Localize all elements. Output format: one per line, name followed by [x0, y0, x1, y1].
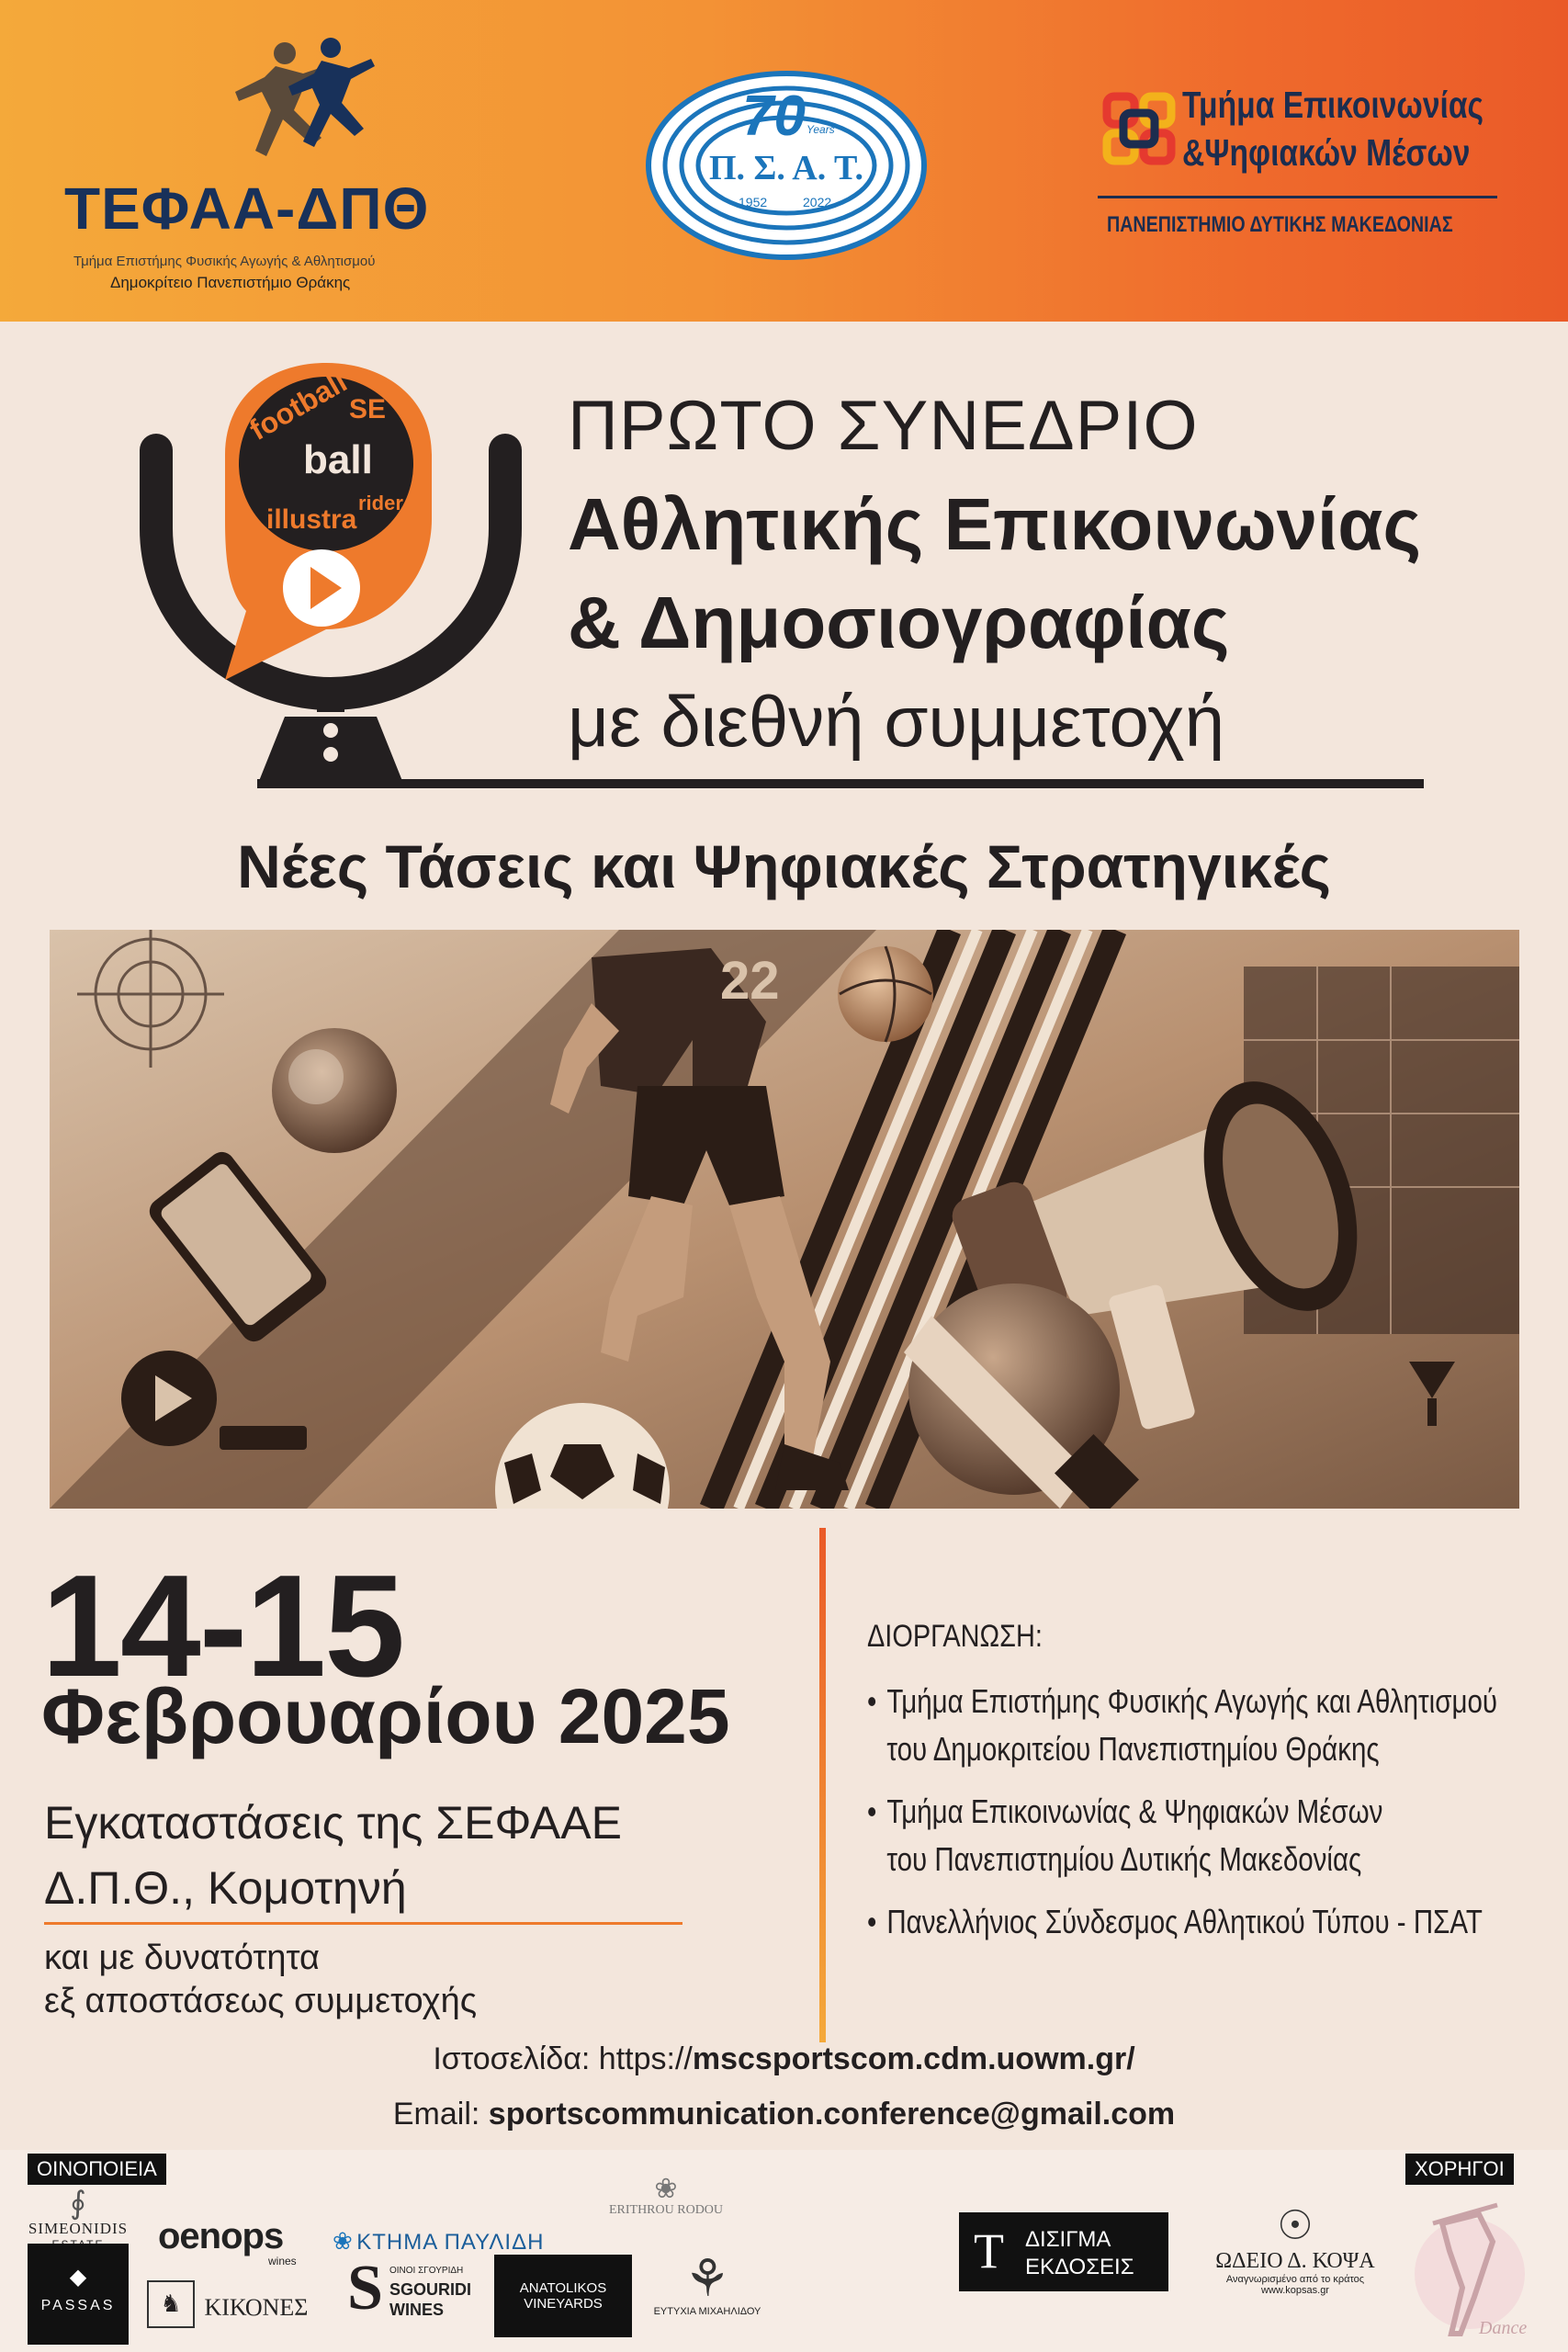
mic-word-3: rider	[358, 492, 403, 514]
kopsa-url: www.kopsas.gr	[1261, 2285, 1329, 2296]
event-month-year: Φεβρουαρίου 2025	[41, 1673, 730, 1759]
horse-icon: ♞	[147, 2280, 195, 2328]
sgouridi-icon: S	[347, 2253, 383, 2324]
bullet: •	[867, 1682, 877, 1720]
anatolikos-vineyards-logo	[494, 2255, 632, 2337]
disigma-name: ΔΙΣΙΓΜΑ	[1025, 2227, 1111, 2252]
sgouridi-sub: ΟΙΝΟΙ ΣΓΟΥΡΙΔΗ	[389, 2266, 464, 2276]
organizers-heading: ΔΙΟΡΓΑΝΩΣΗ:	[867, 1619, 1043, 1654]
erithrou-name: ERITHROU RODOU	[608, 2203, 724, 2217]
bullet: •	[867, 1792, 877, 1830]
psat-year-end: 2022	[803, 195, 832, 209]
passas-icon: ◆	[69, 2265, 87, 2290]
dance-school-logo	[1405, 2187, 1529, 2347]
mic-word-0: football	[243, 365, 353, 447]
kopsa-conservatory-logo	[1203, 2203, 1387, 2296]
dept-logo-rule	[1098, 196, 1497, 198]
title-line3: & Δημοσιογραφίας	[568, 582, 1230, 663]
disigma-publications-logo	[959, 2212, 1168, 2291]
organizer-line1: Πανελλήνιος Σύνδεσμος Αθλητικού Τύπου - ΠΣΑΤ	[886, 1903, 1483, 1940]
michailidou-name: ΕΥΤΥΧΙΑ ΜΙΧΑΗΛΙΔΟΥ	[653, 2306, 761, 2317]
psat-70-years-logo	[643, 69, 930, 262]
dept-name-line1: Τμήμα Επικοινωνίας	[1182, 84, 1484, 126]
dance-text: Dance	[1479, 2318, 1528, 2338]
mic-word-2: SE	[349, 394, 387, 424]
oenops-logo	[158, 2216, 297, 2267]
email-label: Email:	[392, 2097, 489, 2132]
kopsa-sub: Αναγνωρισμένο από το κράτος	[1225, 2274, 1365, 2285]
oenops-name: oenops	[158, 2216, 284, 2256]
vertical-divider	[819, 1528, 826, 2042]
website-line	[0, 2041, 1568, 2077]
psat-year-start: 1952	[739, 195, 768, 209]
kikones-name: ΚΙΚΟΝΕΣ	[204, 2293, 309, 2321]
bullet: •	[867, 1903, 877, 1940]
disigma-icon: Τ	[974, 2223, 1004, 2278]
lyre-icon: ☉	[1277, 2203, 1314, 2248]
title-line4: με διεθνή συμμετοχή	[568, 681, 1225, 762]
pavlidis-estate-logo	[333, 2227, 544, 2256]
sgouridi-wines: WINES	[389, 2301, 445, 2319]
michailidou-logo	[648, 2251, 767, 2317]
remote-participation-line2: εξ αποστάσεως συμμετοχής	[44, 1982, 478, 2020]
communication-dept-logo	[1098, 78, 1502, 253]
email-line	[0, 2097, 1568, 2132]
sponsors-label: ΧΟΡΗΓΟΙ	[1405, 2154, 1514, 2185]
psat-acronym: Π. Σ. Α. Τ.	[708, 149, 864, 187]
dept-university: ΠΑΝΕΠΙΣΤΗΜΙΟ ΔΥΤΙΚΗΣ ΜΑΚΕΔΟΝΙΑΣ	[1107, 212, 1453, 237]
psat-years-word: Years	[807, 123, 835, 136]
title-line2: Αθλητικής Επικοινωνίας	[568, 483, 1422, 565]
organizer-line2: του Δημοκριτείου Πανεπιστημίου Θράκης	[886, 1730, 1380, 1768]
organizer-line2: του Πανεπιστημίου Δυτικής Μακεδονίας	[886, 1840, 1362, 1878]
remote-participation-line1: και με δυνατότητα	[44, 1939, 320, 1977]
anatolikos-name: ANATOLIKOS	[519, 2280, 607, 2296]
simeonidis-name: SIMEONIDIS	[28, 2220, 129, 2237]
mic-word-1: ball	[303, 437, 373, 482]
pavlidis-icon: ❀	[333, 2227, 353, 2255]
kopsa-title: ΩΔΕΙΟ Δ. ΚΟΨΑ	[1215, 2249, 1375, 2273]
website-link[interactable]: mscsportscom.cdm.uowm.gr/	[692, 2041, 1135, 2076]
microphone-speech-bubble-icon	[138, 354, 524, 795]
passas-winery-logo	[28, 2244, 129, 2345]
runners-icon	[175, 37, 377, 175]
rose-icon: ❀	[654, 2174, 678, 2204]
sgouridi-name: SGOURIDI	[389, 2280, 472, 2299]
tefaa-university: Δημοκρίτειο Πανεπιστήμιο Θράκης	[110, 274, 351, 291]
title-line1: ΠΡΩΤΟ ΣΥΝΕΔΡΙΟ	[568, 387, 1199, 465]
jersey-number: 22	[720, 951, 780, 1011]
email-link[interactable]: sportscommunication.conference@gmail.com	[488, 2097, 1176, 2132]
tefaa-logo	[55, 37, 478, 303]
organizer-item	[867, 1678, 1497, 1773]
tefaa-name: ΤΕΦΑΑ-ΔΠΘ	[64, 175, 430, 242]
tefaa-dept: Τμήμα Επιστήμης Φυσικής Αγωγής & Αθλητισμού	[73, 254, 376, 269]
venue-rule	[44, 1922, 682, 1925]
event-dates: 14-15	[41, 1545, 404, 1707]
dancer-icon	[1405, 2187, 1529, 2347]
knot-icon	[1098, 87, 1180, 170]
oenops-sub: wines	[268, 2255, 297, 2267]
mic-word-4: illustra	[266, 504, 357, 535]
venue-line2: Δ.Π.Θ., Κομοτηνή	[44, 1862, 407, 1914]
organizer-item	[867, 1788, 1382, 1883]
disigma-sub: ΕΚΔΟΣΕΙΣ	[1025, 2255, 1134, 2279]
dept-name-line2	[1182, 131, 1470, 175]
anatolikos-sub: VINEYARDS	[524, 2296, 603, 2312]
psat-years: 70	[742, 85, 806, 148]
simeonidis-estate-logo: ∮ SIMEONIDIS	[28, 2188, 129, 2251]
header-banner	[0, 0, 1568, 322]
vine-icon: ⚘	[683, 2249, 731, 2307]
sports-media-illustration	[50, 930, 1519, 1509]
dept-name-line2-text: Ψηφιακών Μέσων	[1204, 131, 1471, 174]
title-rule	[257, 779, 1424, 788]
passas-name: PASSAS	[40, 2298, 116, 2313]
pavlidis-name: ΚΤΗΜΑ ΠΑΥΛΙΔΗ	[356, 2230, 545, 2255]
subtitle: Νέες Τάσεις και Ψηφιακές Στρατηγικές	[237, 832, 1331, 900]
erithrou-rodou-logo	[588, 2176, 744, 2218]
wineries-label: ΟΙΝΟΠΟΙΕΙΑ	[28, 2154, 166, 2185]
sponsor-strip	[0, 2150, 1568, 2352]
venue-line1: Εγκαταστάσεις της ΣΕΦΑΑΕ	[44, 1797, 622, 1849]
organizer-item	[867, 1898, 1483, 1946]
organizer-line1: Τμήμα Επιστήμης Φυσικής Αγωγής και Αθλητισμού	[886, 1682, 1498, 1720]
dept-name-amp: &	[1182, 131, 1205, 174]
website-label: Ιστοσελίδα: https://	[433, 2041, 693, 2076]
kikones-logo	[147, 2280, 308, 2328]
organizer-line1: Τμήμα Επικοινωνίας & Ψηφιακών Μέσων	[886, 1792, 1383, 1830]
